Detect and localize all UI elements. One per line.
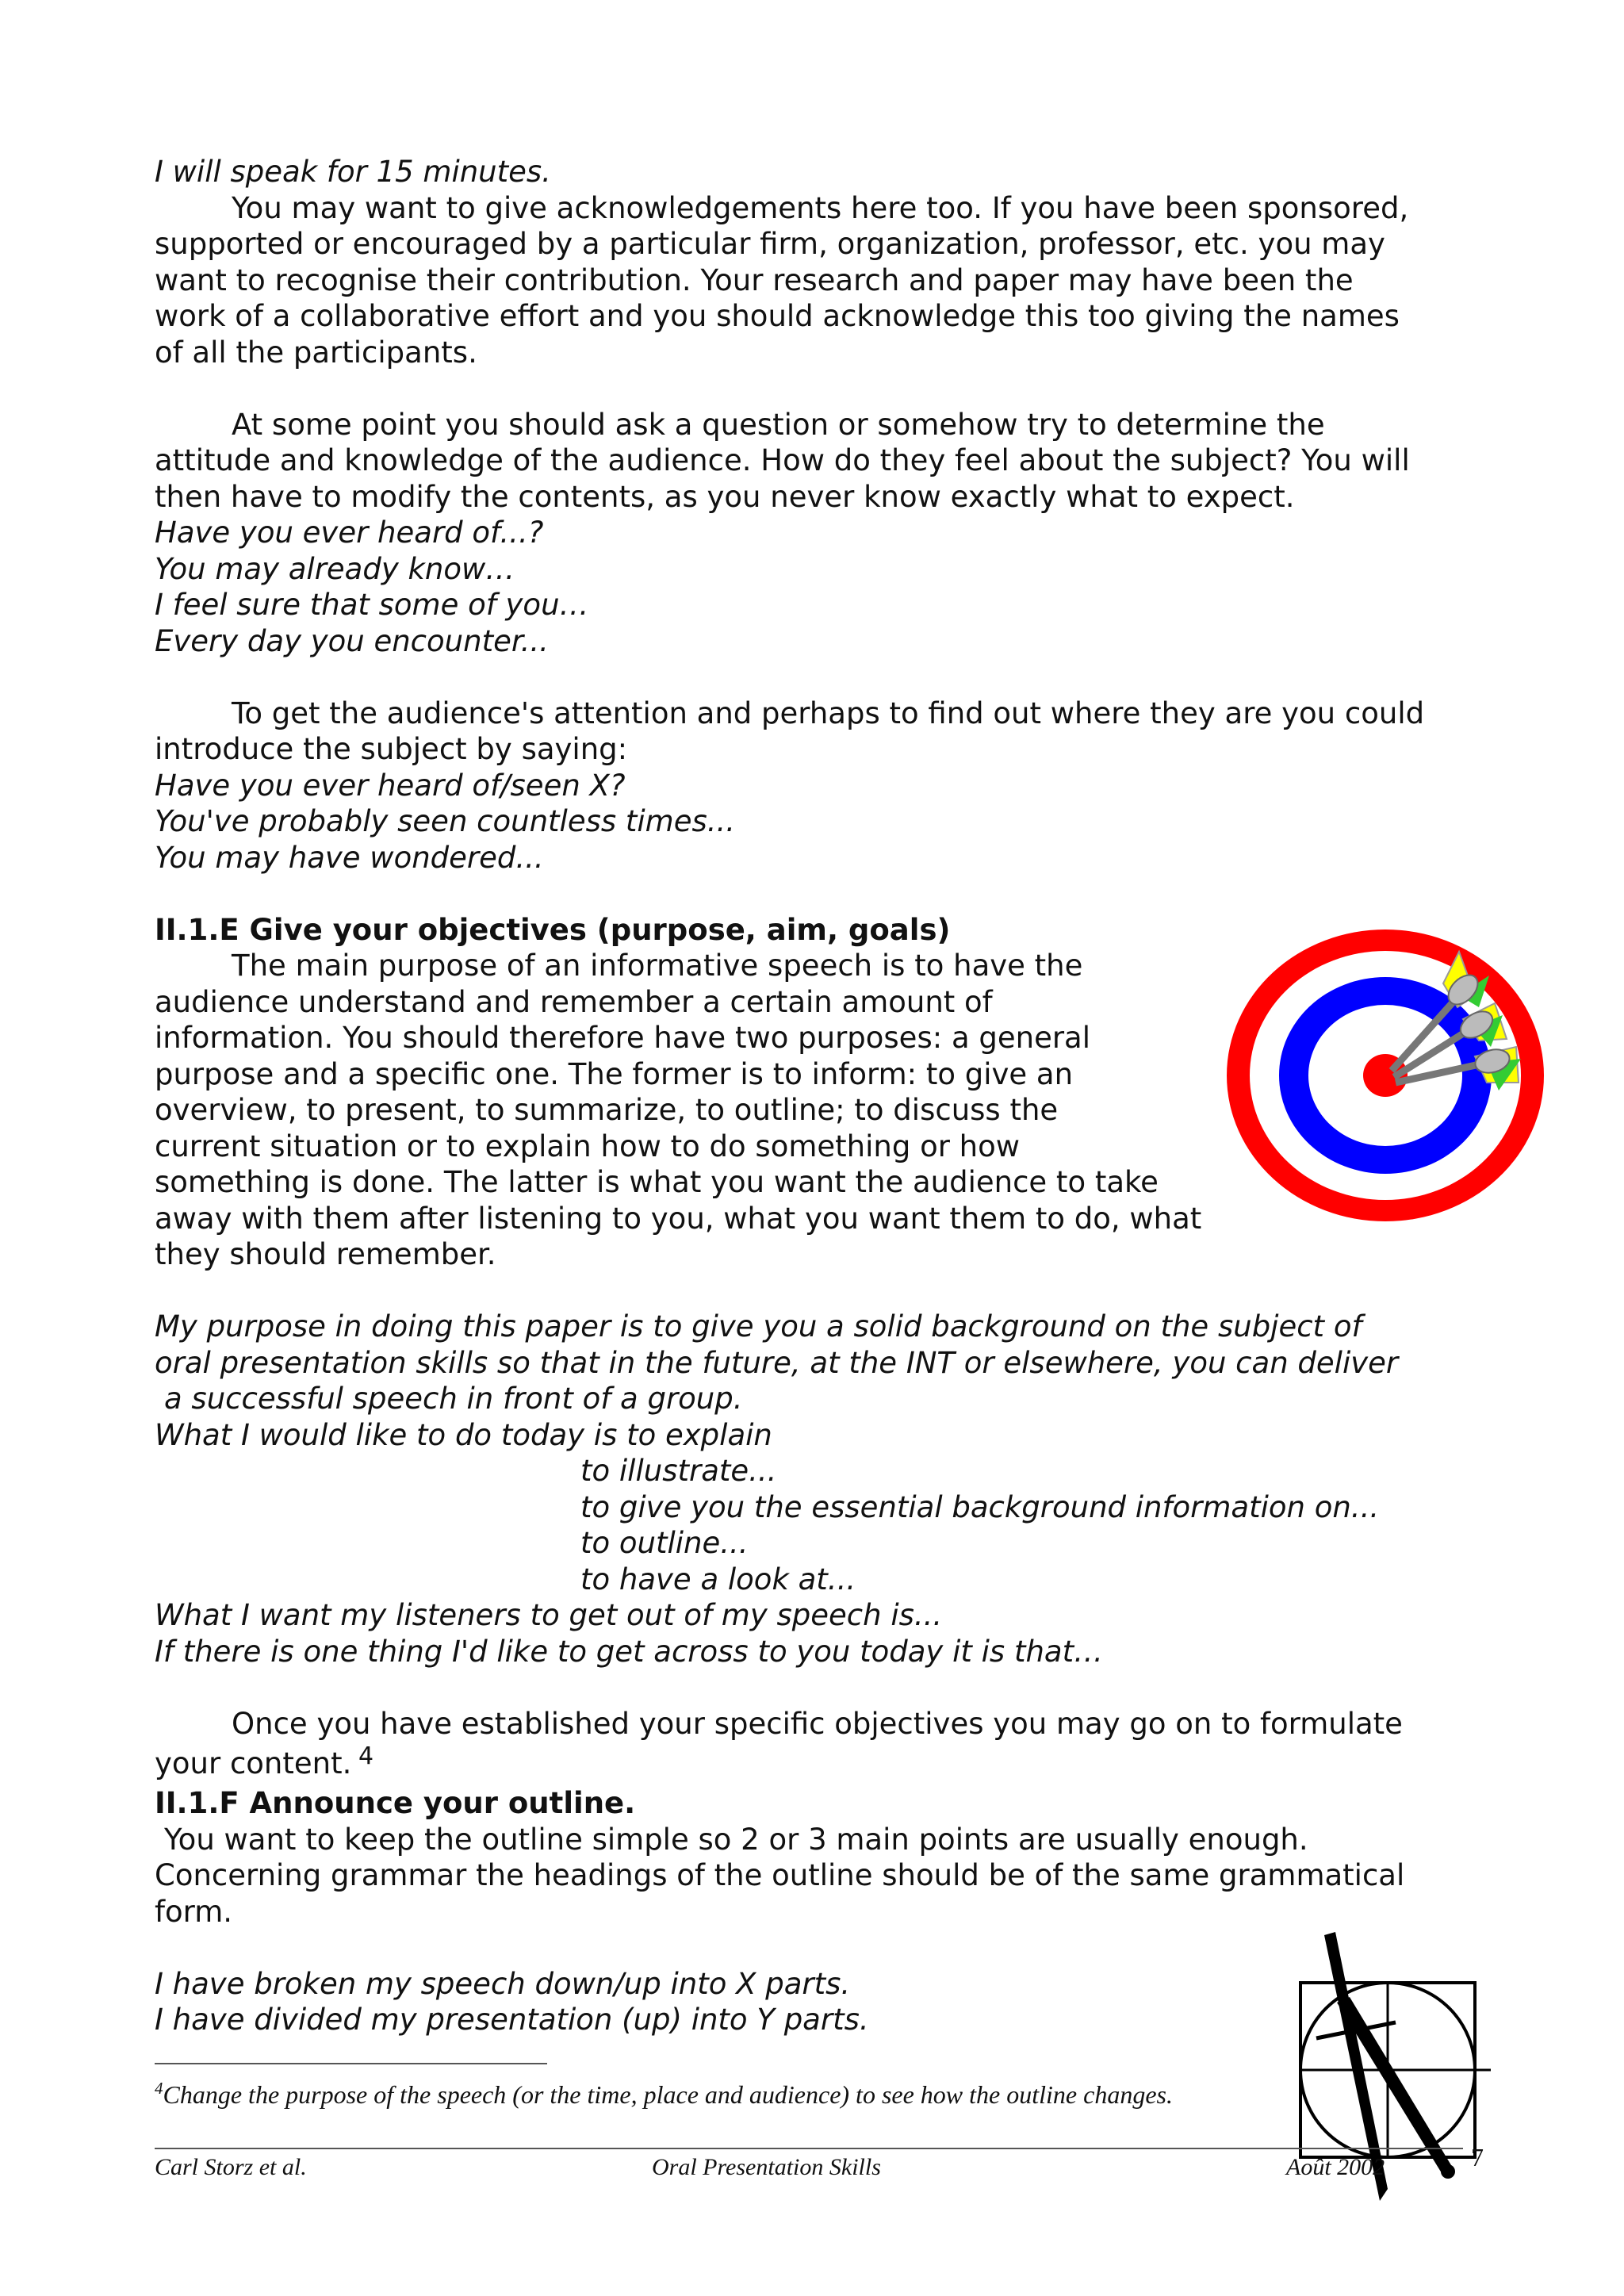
text-line: You may want to give acknowledgements here too. If you have been sponsored, xyxy=(232,191,1409,225)
text-line: then have to modify the contents, as you never know exactly what to expect. xyxy=(155,480,1295,514)
text-line: of all the participants. xyxy=(155,335,477,370)
footnote-number: 4 xyxy=(155,2079,163,2098)
text-line: to outline... xyxy=(580,1526,749,1560)
text-line: introduce the subject by saying: xyxy=(155,732,628,766)
text-line: supported or encouraged by a particular firm, organization, professor, etc. you may xyxy=(155,227,1385,261)
footer-author: Carl Storz et al. xyxy=(155,2154,307,2180)
text-line: Concerning grammar the headings of the outline should be of the same grammatical xyxy=(155,1858,1405,1892)
text-line: I have broken my speech down/up into X parts. xyxy=(155,1967,851,2001)
text-line: current situation or to explain how to do something or how xyxy=(155,1129,1021,1163)
footer-rule xyxy=(155,2148,1463,2149)
text-line: your content. xyxy=(155,1746,352,1780)
text-line: I feel sure that some of you… xyxy=(155,588,589,622)
text-line: What I would like to do today is to explain xyxy=(155,1418,772,1452)
text-line: to have a look at... xyxy=(580,1562,856,1596)
footnote-reference[interactable]: 4 xyxy=(358,1742,374,1770)
text-line: information. You should therefore have two purposes: a general xyxy=(155,1021,1091,1055)
text-line: You may already know… xyxy=(155,552,515,586)
text-line: The main purpose of an informative speech is to have the xyxy=(232,949,1083,983)
footer-date: Août 2002 xyxy=(1286,2154,1385,2180)
section-heading: II.1.E Give your objectives (purpose, aim, goals) xyxy=(155,913,951,947)
text-line: You've probably seen countless times... xyxy=(155,804,736,838)
footnote-text: Change the purpose of the speech (or the time, place and audience) to see how the outline changes. xyxy=(163,2080,1173,2109)
text-line: form. xyxy=(155,1895,233,1929)
text-line: a successful speech in front of a group. xyxy=(164,1382,743,1416)
text-line: You may have wondered... xyxy=(155,841,544,875)
text-line: away with them after listening to you, what you want them to do, what xyxy=(155,1202,1202,1236)
text-line: they should remember. xyxy=(155,1237,496,1271)
text-line: oral presentation skills so that in the future, at the INT or elsewhere, you can deliver xyxy=(155,1346,1399,1380)
footer-title: Oral Presentation Skills xyxy=(652,2154,881,2180)
text-line: something is done. The latter is what you want the audience to take xyxy=(155,1165,1159,1199)
page-number: 7 xyxy=(1471,2143,1484,2171)
text-line: Have you ever heard of...? xyxy=(155,516,544,550)
text-line: At some point you should ask a question or somehow try to determine the xyxy=(232,408,1325,442)
text-line: attitude and knowledge of the audience. How do they feel about the subject? You will xyxy=(155,443,1410,477)
text-line: Have you ever heard of/seen X? xyxy=(155,769,626,803)
text-line: overview, to present, to summarize, to outline; to discuss the xyxy=(155,1093,1059,1127)
text-line: My purpose in doing this paper is to give you a solid background on the subject of xyxy=(155,1309,1362,1343)
text-line: To get the audience's attention and perhaps to find out where they are you could xyxy=(232,696,1425,730)
text-line: If there is one thing I'd like to get across to you today it is that… xyxy=(155,1635,1104,1669)
text-line: I have divided my presentation (up) into Y parts. xyxy=(155,2003,869,2037)
text-line: to give you the essential background information on... xyxy=(580,1490,1380,1524)
dartboard-target-icon xyxy=(1221,920,1554,1229)
section-heading: II.1.F Announce your outline. xyxy=(155,1786,636,1820)
footnote-separator xyxy=(155,2063,547,2064)
text-line: purpose and a specific one. The former is to inform: to give an xyxy=(155,1057,1074,1091)
text-line: Once you have established your specific objectives you may go on to formulate xyxy=(232,1707,1403,1741)
text-line: You want to keep the outline simple so 2 or 3 main points are usually enough. xyxy=(164,1823,1308,1857)
text-line: want to recognise their contribution. Your research and paper may have been the xyxy=(155,263,1354,297)
text-line: to illustrate... xyxy=(580,1454,777,1488)
text-line: I will speak for 15 minutes. xyxy=(155,155,551,189)
text-line: audience understand and remember a certain amount of xyxy=(155,985,993,1019)
footnote xyxy=(155,2079,1173,2110)
text-line: What I want my listeners to get out of my speech is... xyxy=(155,1598,943,1632)
text-line: work of a collaborative effort and you should acknowledge this too giving the names xyxy=(155,299,1400,333)
text-line: Every day you encounter... xyxy=(155,624,549,658)
